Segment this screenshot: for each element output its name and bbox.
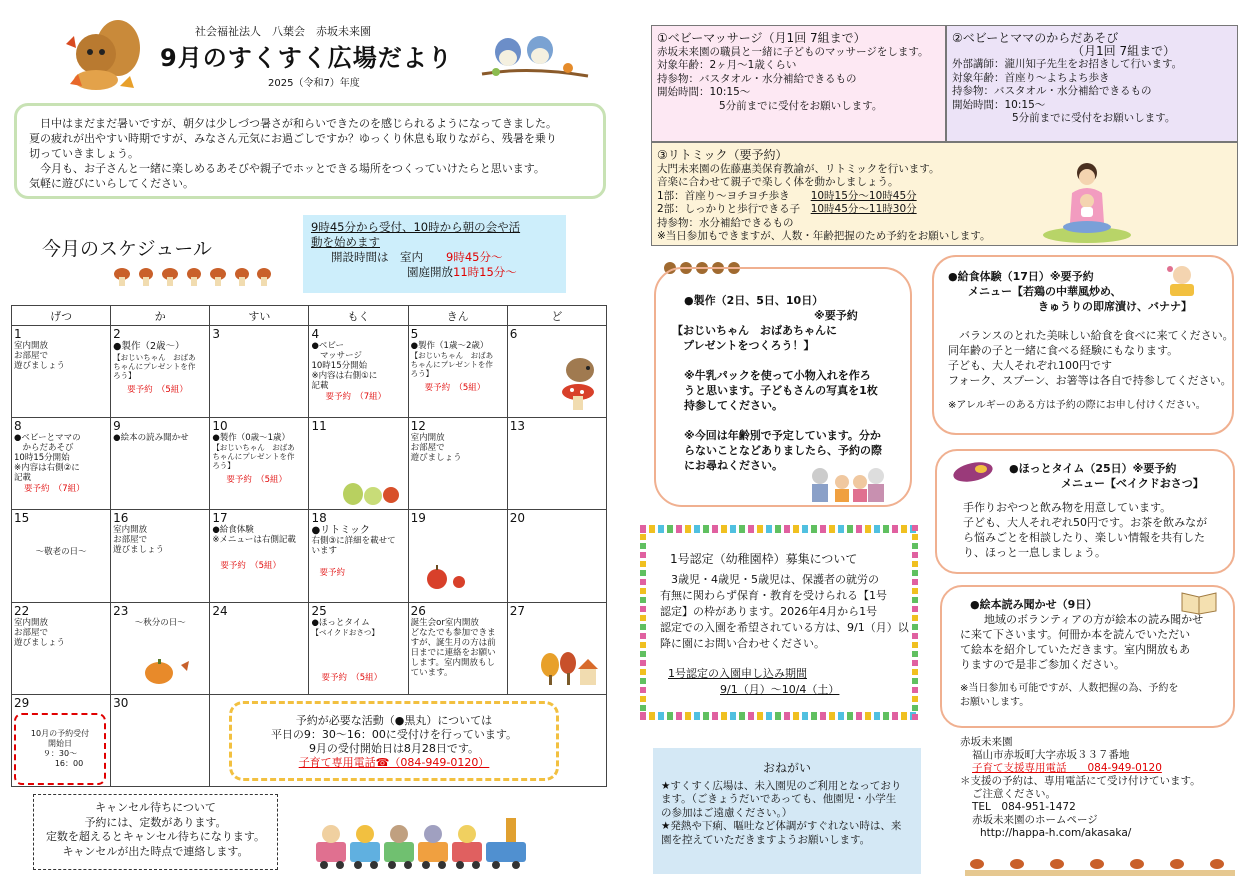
ehon-line: ※当日参加も可能ですが、人数把握の為、予約を <box>960 683 1179 694</box>
box-line: 持参物：バスタオル・水分補給できるもの <box>657 72 857 85</box>
craft-title: ●製作（2日、5日、10日） <box>684 294 824 307</box>
hours-line: 9時45分から受付、10時から朝の会や活 <box>311 220 521 234</box>
hotto-line: 子ども、大人それぞれ50円です。お茶を飲みなが <box>963 516 1208 529</box>
intro-line: 切っていきましょう。 <box>29 147 139 160</box>
animal-train-illustration <box>310 812 535 874</box>
weekday-header: か <box>111 306 210 326</box>
cancel-line: キャンセル待ちについて <box>95 801 216 814</box>
colored-frame <box>640 712 918 720</box>
craft-line: にお尋ねください。 <box>684 459 783 472</box>
hotto-time-box <box>935 449 1235 574</box>
calendar-day: 27 <box>507 602 606 694</box>
lunch-experience-box <box>932 255 1234 435</box>
ehon-line: 地域のボランティアの方が絵本の読み聞かせ <box>984 613 1204 626</box>
request-line: の参加はご遠慮ください。） <box>661 806 793 819</box>
hotto-line: ら悩みごとを相談したり、楽しい情報を共有した <box>963 531 1205 544</box>
lunch-menu: きゅうりの即席漬け、バナナ】 <box>1038 300 1192 313</box>
box-line: 開始時間：10:15～ <box>952 98 1046 111</box>
intro-line: 気軽に遊びにいらしてください。 <box>29 177 194 190</box>
calendar-day: 12 室内開放 お部屋で 遊びましょう <box>408 418 507 510</box>
part-label: 1部：首座り～ヨチヨチ歩き <box>657 189 790 202</box>
homepage-link[interactable]: http://happa-h.com/akasaka/ <box>980 827 1132 839</box>
reservation-notice <box>229 701 559 781</box>
lunch-title: ●給食体験（17日）※要予約 <box>948 270 1094 283</box>
contact-note: ＊支援の予約は、専用電話にて受け付けています。 <box>960 775 1201 787</box>
lunch-line: バランスのとれた美味しい給食を食べに来てください。 <box>948 329 1234 342</box>
mother-baby-yoga-illustration <box>1042 153 1132 243</box>
calendar-day: 26 誕生会or室内開放 どなたでも参加できま すが、誕生月の方は前 日までに連絡をお願い します。室内開放もし ています。 <box>408 602 507 694</box>
child-eating-illustration <box>1162 263 1202 297</box>
colored-frame <box>912 525 918 720</box>
autumn-trees-icon <box>538 647 602 689</box>
cancel-line: 定数を超えるとキャンセル待ちになります。 <box>45 830 266 843</box>
fiscal-year: 2025（令和7）年度 <box>268 78 360 89</box>
contact-note: ご注意ください。 <box>972 788 1056 800</box>
nintei-title: 1号認定（幼稚園枠）募集について <box>670 552 858 566</box>
mushroom-row-illustration <box>112 266 272 288</box>
weekday-header: げつ <box>12 306 111 326</box>
craft-line: 【おじいちゃん おばあちゃんに <box>672 324 837 337</box>
calendar-day: 30 <box>111 694 210 786</box>
calendar-day: 2 ●製作（2歳～） 【おじいちゃん おばあ ちゃんにプレゼントを作 ろう】 要予約 （5組） <box>111 326 210 418</box>
box-line: 持参物：バスタオル・水分補給できるもの <box>952 85 1152 97</box>
craft-line: ※牛乳パックを使って小物入れを作ろ <box>684 369 871 382</box>
craft-line: 持参してください。 <box>684 399 783 412</box>
book-icon <box>1178 587 1220 615</box>
opening-hours-box <box>303 215 566 293</box>
indoor-label: 開設時間は 室内 <box>331 250 423 264</box>
ehon-title: ●絵本読み聞かせ（9日） <box>970 598 1098 611</box>
box-line: 大門未来園の佐藤惠美保育教諭が、リトミックを行います。 <box>657 162 940 175</box>
page-title: 9月のすくすく広場だより <box>160 44 453 72</box>
rhythmic-title: ③リトミック（要予約） <box>657 148 788 162</box>
telephone: TEL 084-951-1472 <box>972 801 1076 813</box>
nintei-line: 3歳児・4歳児・5歳児は、保護者の就労の <box>660 573 879 586</box>
nintei-line: 有無に関わらず保育・教育を受けられる【1号 <box>660 589 887 602</box>
calendar-day: 20 <box>507 510 606 602</box>
request-line: ★発熱や下痢、嘔吐など体調がすぐれない時は、来 <box>661 820 902 832</box>
calendar-day: 25 ●ほっとタイム 【ベイクドおさつ】 要予約 （5組） <box>309 602 408 694</box>
notice-line: 予約が必要な活動（●黒丸）については <box>295 714 493 727</box>
weekday-header: すい <box>210 306 309 326</box>
oct-line: 10月の予約受付 <box>30 729 90 738</box>
homepage-label: 赤坂未来園のホームページ <box>972 814 1098 826</box>
calendar-day: 9 ●絵本の読み聞かせ <box>111 418 210 510</box>
baby-mama-title: ②ベビーとママのからだあそび <box>952 31 1119 45</box>
hotline-number: 子育て専用電話☎（084-949-0120） <box>298 756 490 769</box>
garden-hours <box>311 265 558 280</box>
box-line: 5分前までに受付をお願いします。 <box>719 99 883 112</box>
cancel-line: キャンセルが出た時点で連絡します。 <box>62 844 249 858</box>
garden-time: 11時15分～ <box>453 265 517 279</box>
ehon-line: て絵本を紹介していただきます。室内開放もあ <box>960 643 1191 656</box>
rhythmic-part2 <box>657 203 1232 217</box>
hedgehog-mushroom-icon <box>558 348 598 414</box>
lunch-line: 同年齢の子と一緒に食べる経験にもなります。 <box>948 344 1179 357</box>
request-box <box>653 748 921 874</box>
calendar-day: 5 ●製作（1歳～2歳） 【おじいちゃん おばあ ちゃんにプレゼントを作 ろう】 要予約 （5組） <box>408 326 507 418</box>
grandparents-family-illustration <box>806 464 886 504</box>
box-line: 赤坂未来園の職員と一緒に子どものマッサージをします。 <box>657 45 929 58</box>
schedule-title: 今月のスケジュール <box>42 238 212 260</box>
nursery-name: 赤坂未来園 <box>960 736 1013 748</box>
part-time: 10時45分～11時30分 <box>810 203 917 215</box>
hotto-line: 手作りおやつと飲み物を用意しています。 <box>963 501 1172 514</box>
colored-frame <box>640 525 918 533</box>
calendar-day: 8 ●ベビーとママの からだあそび 10時15分開始 ※内容は右側②に 記載 要予約 （7組） <box>12 418 111 510</box>
request-line: ます。（ごきょうだいであっても、他園児・小学生 <box>661 793 897 805</box>
nintei-line: 降に園にお問い合わせください。 <box>660 637 825 650</box>
pears-icon <box>339 476 403 506</box>
baby-mama-subtitle: （月1回 7組まで） <box>1072 43 1176 58</box>
nintei-line: 認定】の枠があります。2026年4月から1号 <box>660 605 878 618</box>
birds-on-branch-illustration <box>480 30 590 85</box>
oct-line: 16：00 <box>54 759 84 768</box>
baby-mama-box <box>946 25 1238 142</box>
weekday-header: ど <box>507 306 606 326</box>
nintei-line: 認定での入園を希望されている方は、9/1（月）以 <box>660 621 909 634</box>
calendar-day: 24 <box>210 602 309 694</box>
lunch-menu: メニュー【若鶏の中華風炒め、 <box>968 285 1122 298</box>
contact-info <box>960 736 1230 840</box>
calendar-day: 6 <box>507 326 606 418</box>
calendar-day: 13 <box>507 418 606 510</box>
request-line: ★すくすく広場は、未入園児のご利用となっており <box>661 779 902 792</box>
org-name: 社会福祉法人 八葉会 赤坂未来園 <box>195 25 371 38</box>
ehon-line: りますので是非ご参加ください。 <box>960 658 1125 671</box>
oct-line: ９：30～ <box>42 749 78 758</box>
lunch-line: フォーク、スプーン、お箸等は各自で持参してください。 <box>948 374 1232 387</box>
box-line: 開始時間：10:15～ <box>657 86 751 98</box>
hours-line: 動を始めます <box>311 235 380 249</box>
craft-line: うと思います。子どもさんの写真を1枚 <box>684 384 878 397</box>
calendar-day: 29 <box>12 694 111 786</box>
cancel-line: 予約には、定数があります。 <box>84 815 227 829</box>
calendar-day: 22 室内開放 お部屋で 遊びましょう <box>12 602 111 694</box>
colored-frame <box>640 525 646 720</box>
request-line: 園を控えていただきますようお願いします。 <box>661 833 871 846</box>
box-line: ※当日参加もできますが、人数・年齢把握のため予約をお願いします。 <box>657 230 991 242</box>
ehon-line: お願いします。 <box>960 697 1030 708</box>
calendar-day: 3 <box>210 326 309 418</box>
oct-line: 開始日 <box>48 739 72 748</box>
part-label: 2部：しっかりと歩行できる子 <box>657 203 801 215</box>
request-title: おねがい <box>762 761 811 775</box>
box-line: 音楽に合わせて親子で楽しく体を動かしましょう。 <box>657 176 899 188</box>
part-time: 10時15分～10時45分 <box>810 189 917 202</box>
baby-massage-title: ①ベビーマッサージ（月1回 7組まで） <box>657 31 866 45</box>
box-line: 対象年齢：首座り～よちよち歩き <box>952 71 1110 84</box>
weekday-header: もく <box>309 306 408 326</box>
october-reservation-box <box>14 713 106 785</box>
cancel-waitlist-box <box>33 794 278 870</box>
intro-line: 夏の疲れが出やすい時期ですが、みなさん元気にお過ごしですか？ゆっくり休息も取りながら、残暑を乗り <box>29 132 557 145</box>
calendar-day: 17 ●給食体験 ※メニューは右側記載 要予約 （5組） <box>210 510 309 602</box>
calendar-day: 16 室内開放 お部屋で 遊びましょう <box>111 510 210 602</box>
intro-line: 日中はまだまだ暑いですが、朝夕は少しづつ暑さが和らいできたのを感じられるようになってきました。 <box>29 117 557 130</box>
picture-book-box <box>940 585 1235 728</box>
hotto-title: ●ほっとタイム（25日）※要予約 <box>1009 462 1177 475</box>
craft-line: らないことなどありましたら、予約の際 <box>684 444 882 457</box>
mushroom-ground-illustration <box>965 856 1235 876</box>
craft-line: ※今回は年齢別で予定しています。分か <box>684 429 881 442</box>
craft-event-box <box>654 267 912 507</box>
apples-icon <box>423 562 473 592</box>
box-line: 持参物：水分補給できるもの <box>657 216 794 229</box>
application-period: 9/1（月）～10/4（土） <box>720 683 840 696</box>
calendar-day: 10 ●製作（0歳～1歳） 【おじいちゃん おばあ ちゃんにプレゼントを作 ろう】 要予約 （5組） <box>210 418 309 510</box>
calendar-day: 19 <box>408 510 507 602</box>
calendar-day: 18 ●リトミック 右側③に詳細を載せて います 要予約 <box>309 510 408 602</box>
calendar-day: 23 ～秋分の日～ <box>111 602 210 694</box>
weekday-header: きん <box>408 306 507 326</box>
sweet-potato-icon <box>951 459 995 485</box>
craft-line: プレゼントをつくろう！】 <box>672 339 815 352</box>
rhythmic-box <box>651 142 1238 246</box>
notice-line: 9月の受付開始日は8月28日です。 <box>308 742 480 755</box>
intro-message <box>14 103 606 199</box>
garden-label: 園庭開放 <box>407 265 453 279</box>
box-line: 外部講師：瀧川知子先生をお招きして行います。 <box>952 58 1183 70</box>
calendar-day: 11 <box>309 418 408 510</box>
calendar-day: 4 ●ベビー マッサージ 10時15分開始 ※内容は右側①に 記載 要予約 （7組） <box>309 326 408 418</box>
calendar-day: 15 ～敬老の日～ <box>12 510 111 602</box>
hotto-line: り、ほっと一息しましょう。 <box>963 546 1106 559</box>
lunch-line: 子ども、大人それぞれ100円です <box>948 359 1112 372</box>
craft-line: ※要予約 <box>814 309 858 322</box>
lunch-line: ※アレルギーのある方は予約の際にお申し付けください。 <box>948 400 1206 411</box>
squirrel-illustration <box>60 14 145 94</box>
support-hotline: 子育て支援専用電話 084-949-0120 <box>972 762 1162 774</box>
application-period-label: 1号認定の入園申し込み期間 <box>668 667 807 680</box>
pumpkin-icon <box>141 653 197 687</box>
admission-recruitment-box <box>640 525 918 720</box>
indoor-hours <box>311 250 558 265</box>
ehon-line: に来て下さいます。何冊か本を読んでいただい <box>960 628 1191 641</box>
box-line: 対象年齢：2ヶ月～1歳くらい <box>657 59 797 71</box>
rhythmic-part1 <box>657 190 1232 204</box>
calendar-day: 1 室内開放 お部屋で 遊びましょう <box>12 326 111 418</box>
intro-line: 今月も、お子さんと一緒に楽しめるあそびや親子でホッとできる場所をつくっていけたらと思います。 <box>29 162 545 175</box>
address: 福山市赤坂町大字赤坂３３７番地 <box>972 749 1130 761</box>
hotto-menu: メニュー【ベイクドおさつ】 <box>1061 477 1204 490</box>
box-line: 5分前までに受付をお願いします。 <box>1012 112 1176 124</box>
baby-massage-box <box>651 25 946 142</box>
notice-line: 平日の9：30～16：00に受付けを行っています。 <box>270 728 518 741</box>
indoor-time: 9時45分～ <box>446 250 503 264</box>
